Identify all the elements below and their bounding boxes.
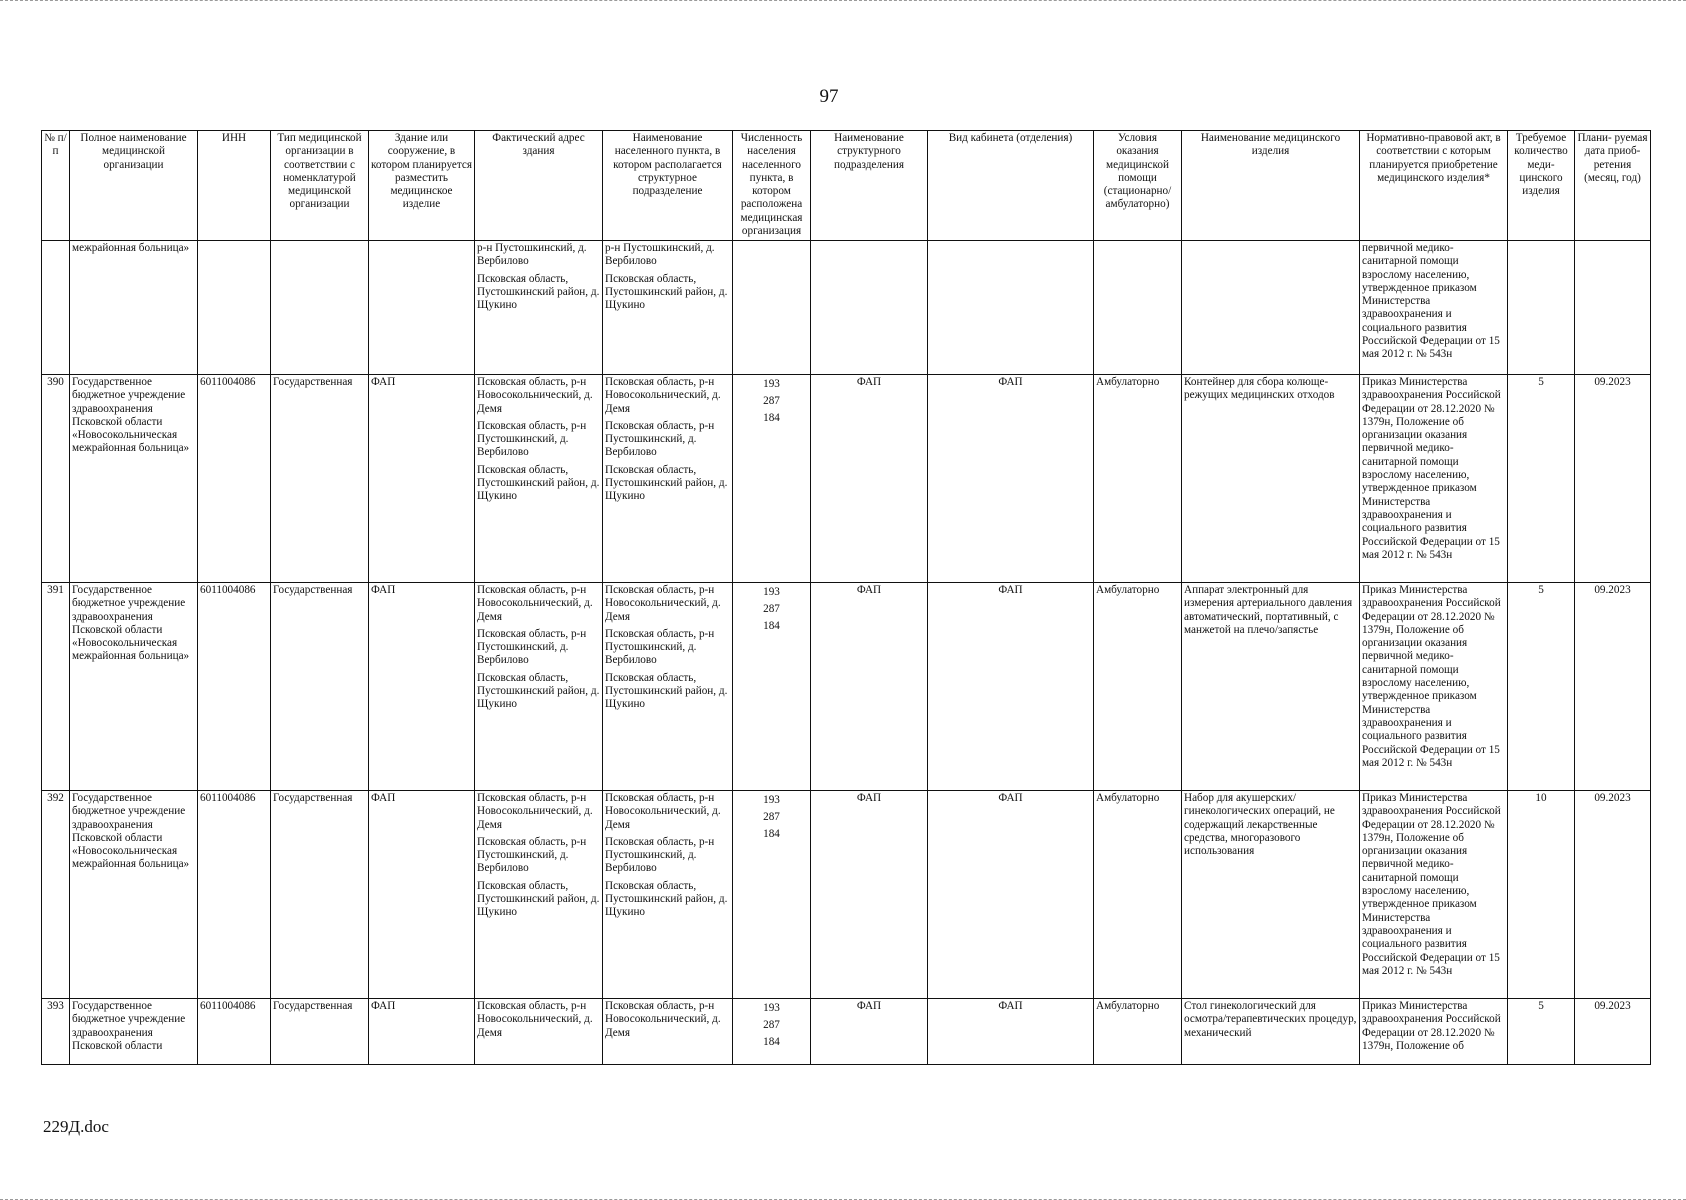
- settlement-line: Псковская область, Пустошкинский район, д. Щукино: [605, 879, 728, 919]
- address-line: Псковская область, р-н Пустошкинский, д. Вербилово: [477, 419, 587, 459]
- cell-type: [271, 241, 369, 375]
- scan-edge-bottom: [0, 1191, 1686, 1200]
- header-cell: Наименование медицинского изделия: [1182, 131, 1360, 241]
- cell-condition: Амбулаторно: [1094, 999, 1182, 1065]
- cell-settlement: [603, 583, 733, 791]
- table-header-row: [42, 131, 1651, 241]
- cell-address: [475, 241, 603, 375]
- cell-inn: 6011004086: [198, 791, 271, 999]
- cell-act: Приказ Министерства здравоохранения Российской Федерации от 28.12.2020 № 1379н, Положение об: [1360, 999, 1508, 1065]
- cell-population: [733, 241, 811, 375]
- population-value: 184: [763, 412, 780, 424]
- header-cell: Здание или сооружение, в котором планируется разместить медицинское изделие: [369, 131, 475, 241]
- cell-date: [1575, 241, 1651, 375]
- table-row: [42, 791, 1651, 999]
- equipment-table: [41, 130, 1651, 1065]
- population-value: 287: [763, 811, 780, 823]
- header-cell: Численность населения населенного пункта, в котором расположена медицинская организация: [733, 131, 811, 241]
- cell-num: 392: [42, 791, 70, 999]
- header-cell: Тип медицинской организации в соответствии с номенклатурой медицинской организации: [271, 131, 369, 241]
- cell-qty: 5: [1508, 583, 1575, 791]
- cell-qty: 5: [1508, 375, 1575, 583]
- header-cell: Условия оказания медицинской помощи (стационарно/ амбулаторно): [1094, 131, 1182, 241]
- address-line: Псковская область, р-н Новосокольнический, д. Демя: [477, 792, 593, 831]
- cell-inn: 6011004086: [198, 375, 271, 583]
- cell-type: Государственная: [271, 375, 369, 583]
- cell-inn: 6011004086: [198, 999, 271, 1065]
- header-cell: Нормативно-правовой акт, в соответствии с которым планируется приобретение медицинского изделия*: [1360, 131, 1508, 241]
- settlement-line: Псковская область, р-н Пустошкинский, д. Вербилово: [605, 419, 715, 459]
- cell-inn: 6011004086: [198, 583, 271, 791]
- address-line: Псковская область, р-н Новосокольнический, д. Демя: [477, 376, 593, 415]
- cell-address: [475, 583, 603, 791]
- cell-device: [1182, 241, 1360, 375]
- cell-date: 09.2023: [1575, 375, 1651, 583]
- cell-inn: [198, 241, 271, 375]
- cell-settlement: [603, 375, 733, 583]
- cell-population: [733, 583, 811, 791]
- table-row: [42, 375, 1651, 583]
- scan-edge-top: [0, 0, 1686, 9]
- cell-org: Государственное бюджетное учреждение здравоохранения Псковской области «Новосокольническая межрайонная больница»: [70, 375, 198, 583]
- table-row-continuation: [42, 241, 1651, 375]
- cell-act: первичной медико-санитарной помощи взрослому населению, утвержденное приказом Министерства здравоохранения и социального развития Российской Федерации от 15 мая 2012 г. № 543н: [1360, 241, 1508, 375]
- cell-condition: [1094, 241, 1182, 375]
- cell-org: Государственное бюджетное учреждение здравоохранения Псковской области: [70, 999, 198, 1065]
- settlement-line: Псковская область, Пустошкинский район, д. Щукино: [605, 671, 728, 711]
- cell-cabinet: ФАП: [928, 583, 1094, 791]
- population-value: 184: [763, 828, 780, 840]
- cell-building: [369, 241, 475, 375]
- header-cell: № п/п: [42, 131, 70, 241]
- address-line: Псковская область, р-н Пустошкинский, д. Вербилово: [477, 627, 587, 667]
- table-row: [42, 583, 1651, 791]
- cell-population: [733, 999, 811, 1065]
- address-line: Псковская область, р-н Новосокольнический, д. Демя: [477, 1000, 593, 1039]
- cell-org: Государственное бюджетное учреждение здравоохранения Псковской области «Новосокольническая межрайонная больница»: [70, 791, 198, 999]
- settlement-line: р-н Пустошкинский, д. Вербилово: [605, 242, 715, 268]
- header-cell: Наименование населенного пункта, в котором располагается структурное подразделение: [603, 131, 733, 241]
- population-value: 193: [763, 378, 780, 390]
- population-value: 184: [763, 620, 780, 632]
- header-cell: Фактический адрес здания: [475, 131, 603, 241]
- population-value: 287: [763, 395, 780, 407]
- cell-unit: ФАП: [811, 791, 928, 999]
- address-line: Псковская область, р-н Пустошкинский, д. Вербилово: [477, 835, 587, 875]
- page-number: 97: [819, 86, 839, 107]
- population-value: 193: [763, 794, 780, 806]
- cell-condition: Амбулаторно: [1094, 375, 1182, 583]
- cell-building: ФАП: [369, 791, 475, 999]
- header-cell: Плани- руемая дата приоб- ретения (месяц, год): [1575, 131, 1651, 241]
- cell-num: [42, 241, 70, 375]
- settlement-line: Псковская область, р-н Новосокольнический, д. Демя: [605, 376, 721, 415]
- settlement-line: Псковская область, р-н Новосокольнический, д. Демя: [605, 584, 721, 623]
- cell-settlement: [603, 241, 733, 375]
- cell-cabinet: [928, 241, 1094, 375]
- cell-date: 09.2023: [1575, 583, 1651, 791]
- cell-qty: 10: [1508, 791, 1575, 999]
- header-cell: Требуемое количество меди- цинского изделия: [1508, 131, 1575, 241]
- cell-cabinet: ФАП: [928, 999, 1094, 1065]
- cell-device: Набор для акушерских/гинекологических операций, не содержащий лекарственные средства, многоразового использования: [1182, 791, 1360, 999]
- settlement-line: Псковская область, р-н Новосокольнический, д. Демя: [605, 1000, 721, 1039]
- cell-act: Приказ Министерства здравоохранения Российской Федерации от 28.12.2020 № 1379н, Положение об организации оказания первичной медико-санитарной помощи взрослому населению, утвержденное приказом Министерства здравоохранения и социального развития Российской Федерации от 15 мая 2012 г. № 543н: [1360, 791, 1508, 999]
- header-cell: Вид кабинета (отделения): [928, 131, 1094, 241]
- settlement-line: Псковская область, р-н Пустошкинский, д. Вербилово: [605, 835, 715, 875]
- address-line: Псковская область, р-н Новосокольнический, д. Демя: [477, 584, 593, 623]
- cell-device: Аппарат электронный для измерения артериального давления автоматический, портативный, с манжетой на плечо/запястье: [1182, 583, 1360, 791]
- cell-unit: [811, 241, 928, 375]
- cell-unit: ФАП: [811, 375, 928, 583]
- cell-population: [733, 791, 811, 999]
- cell-act: Приказ Министерства здравоохранения Российской Федерации от 28.12.2020 № 1379н, Положение об организации оказания первичной медико-санитарной помощи взрослому населению, утвержденное приказом Министерства здравоохранения и социального развития Российской Федерации от 15 мая 2012 г. № 543н: [1360, 375, 1508, 583]
- cell-building: ФАП: [369, 999, 475, 1065]
- settlement-line: Псковская область, Пустошкинский район, д. Щукино: [605, 272, 728, 312]
- cell-qty: [1508, 241, 1575, 375]
- address-line: Псковская область, Пустошкинский район, д. Щукино: [477, 272, 600, 312]
- address-line: Псковская область, Пустошкинский район, д. Щукино: [477, 879, 600, 919]
- footer-filename: 229Д.doc: [43, 1117, 109, 1136]
- cell-qty: 5: [1508, 999, 1575, 1065]
- cell-num: 390: [42, 375, 70, 583]
- cell-settlement: [603, 999, 733, 1065]
- cell-settlement: [603, 791, 733, 999]
- cell-building: ФАП: [369, 583, 475, 791]
- cell-device: Стол гинекологический для осмотра/терапевтических процедур, механический: [1182, 999, 1360, 1065]
- cell-condition: Амбулаторно: [1094, 583, 1182, 791]
- population-value: 193: [763, 1002, 780, 1014]
- population-value: 287: [763, 1019, 780, 1031]
- cell-unit: ФАП: [811, 583, 928, 791]
- cell-address: [475, 791, 603, 999]
- address-line: Псковская область, Пустошкинский район, д. Щукино: [477, 463, 600, 503]
- cell-org: межрайонная больница»: [70, 241, 198, 375]
- cell-num: 393: [42, 999, 70, 1065]
- header-cell: ИНН: [198, 131, 271, 241]
- cell-num: 391: [42, 583, 70, 791]
- cell-type: Государственная: [271, 999, 369, 1065]
- population-value: 287: [763, 603, 780, 615]
- cell-address: [475, 999, 603, 1065]
- cell-unit: ФАП: [811, 999, 928, 1065]
- cell-act: Приказ Министерства здравоохранения Российской Федерации от 28.12.2020 № 1379н, Положение об организации оказания первичной медико-санитарной помощи взрослому населению, утвержденное приказом Министерства здравоохранения и социального развития Российской Федерации от 15 мая 2012 г. № 543н: [1360, 583, 1508, 791]
- cell-address: [475, 375, 603, 583]
- address-line: Псковская область, Пустошкинский район, д. Щукино: [477, 671, 600, 711]
- cell-building: ФАП: [369, 375, 475, 583]
- cell-condition: Амбулаторно: [1094, 791, 1182, 999]
- cell-cabinet: ФАП: [928, 791, 1094, 999]
- cell-date: 09.2023: [1575, 791, 1651, 999]
- cell-date: 09.2023: [1575, 999, 1651, 1065]
- settlement-line: Псковская область, р-н Пустошкинский, д. Вербилово: [605, 627, 715, 667]
- population-value: 193: [763, 586, 780, 598]
- header-cell: Наименование структурного подразделения: [811, 131, 928, 241]
- population-value: 184: [763, 1036, 780, 1048]
- cell-population: [733, 375, 811, 583]
- table-row: [42, 999, 1651, 1065]
- cell-device: Контейнер для сбора колюще-режущих медицинских отходов: [1182, 375, 1360, 583]
- settlement-line: Псковская область, р-н Новосокольнический, д. Демя: [605, 792, 721, 831]
- address-line: р-н Пустошкинский, д. Вербилово: [477, 242, 587, 268]
- header-cell: Полное наименование медицинской организации: [70, 131, 198, 241]
- cell-org: Государственное бюджетное учреждение здравоохранения Псковской области «Новосокольническая межрайонная больница»: [70, 583, 198, 791]
- settlement-line: Псковская область, Пустошкинский район, д. Щукино: [605, 463, 728, 503]
- cell-type: Государственная: [271, 791, 369, 999]
- cell-type: Государственная: [271, 583, 369, 791]
- cell-cabinet: ФАП: [928, 375, 1094, 583]
